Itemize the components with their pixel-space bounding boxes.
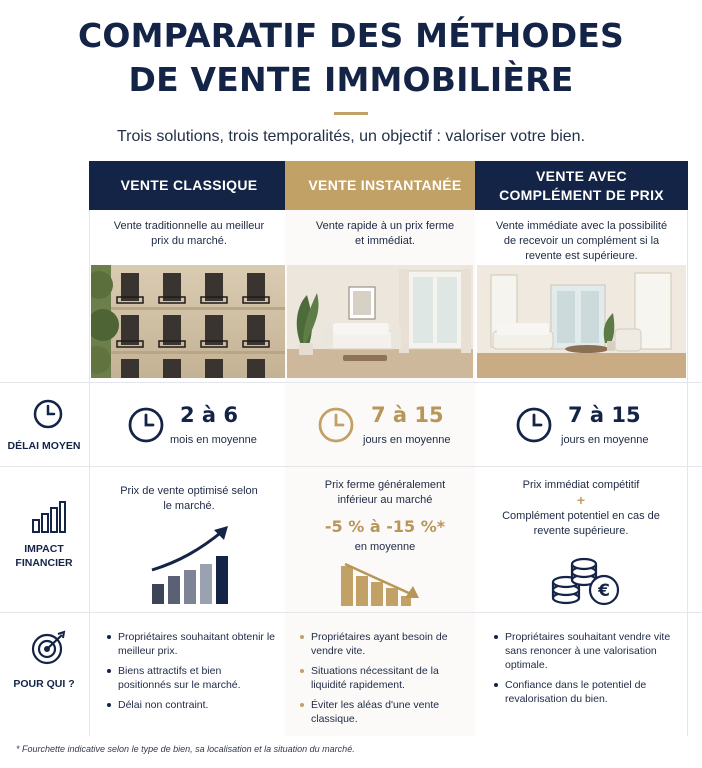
target-icon (30, 630, 68, 671)
subtitle: Trois solutions, trois temporalités, un objectif : valoriser votre bien. (116, 128, 586, 145)
delay-value: 2 à 6 (180, 403, 239, 427)
title-line-2: DE VENTE IMMOBILIÈRE (128, 60, 574, 99)
list-item: Biens attractifs et bien positionnés sur le marché. (106, 664, 276, 692)
column-header: VENTE AVEC COMPLÉMENT DE PRIX (475, 161, 688, 210)
column-description: Vente rapide à un prix ferme et immédiat. (315, 220, 455, 247)
living-room-image (287, 265, 483, 378)
delay-unit: mois en moyenne (170, 434, 257, 446)
delay-value: 7 à 15 (568, 403, 641, 427)
financial-percentage-note: en moyenne (354, 541, 416, 553)
delay-unit: jours en moyenne (363, 434, 451, 446)
column-description: Vente immédiate avec la possibilité de recevoir un complément si la revente est supérieure. (495, 220, 668, 262)
list-item: Propriétaires souhaitant obtenir le meilleur prix. (106, 630, 276, 658)
delay-value: 7 à 15 (371, 403, 444, 427)
bullet-list-complement (493, 630, 673, 712)
apartment-interior-image (477, 265, 686, 378)
footnote: * Fourchette indicative selon le type de bien, sa localisation et la situation du marché. (16, 744, 355, 754)
list-item: Propriétaires ayant besoin de vendre vite. (299, 630, 469, 658)
bullet-list-instantanee (299, 630, 469, 732)
bar-chart-icon (30, 500, 66, 539)
plus-sign: + (576, 492, 586, 508)
clock-icon (317, 406, 355, 449)
column-header: VENTE CLASSIQUE (89, 161, 289, 210)
building-facade-image (91, 265, 287, 378)
financial-text-1: Prix immédiat compétitif (522, 479, 640, 491)
list-item: Délai non contraint. (106, 698, 276, 712)
row-divider (0, 382, 702, 383)
column-description: Vente traditionnelle au meilleur prix du marché. (113, 220, 265, 247)
clock-icon (127, 406, 165, 449)
page-title (0, 14, 702, 102)
financial-text-2: Complément potentiel en cas de revente supérieure. (502, 510, 660, 537)
clock-icon (515, 406, 553, 449)
falling-bar-chart-icon (339, 562, 423, 613)
rising-bar-chart-icon (148, 524, 234, 611)
title-line-1: COMPARATIF DES MÉTHODES (77, 16, 625, 55)
row-label-delay: DÉLAI MOYEN (7, 440, 81, 452)
row-divider (0, 466, 702, 467)
list-item: Propriétaires souhaitant vendre vite sans renoncer à une valorisation optimale. (493, 630, 673, 672)
row-label-target: POUR QUI ? (13, 678, 75, 690)
title-underline (334, 112, 368, 115)
clock-icon (32, 398, 64, 435)
bullet-list-classique (106, 630, 276, 718)
financial-text: Prix ferme généralement inférieur au marché (324, 479, 446, 506)
coins-euro-icon (550, 556, 622, 613)
list-item: Éviter les aléas d'une vente classique. (299, 698, 469, 726)
list-item: Situations nécessitant de la liquidité rapidement. (299, 664, 469, 692)
financial-percentage: -5 % à -15 %* (324, 517, 446, 536)
row-label-financial: IMPACT FINANCIER (15, 543, 73, 569)
list-item: Confiance dans le potentiel de revalorisation du bien. (493, 678, 673, 706)
financial-text: Prix de vente optimisé selon le marché. (120, 485, 258, 512)
column-header: VENTE INSTANTANÉE (285, 161, 485, 210)
delay-unit: jours en moyenne (561, 434, 649, 446)
svg-text:€: € (598, 581, 610, 601)
